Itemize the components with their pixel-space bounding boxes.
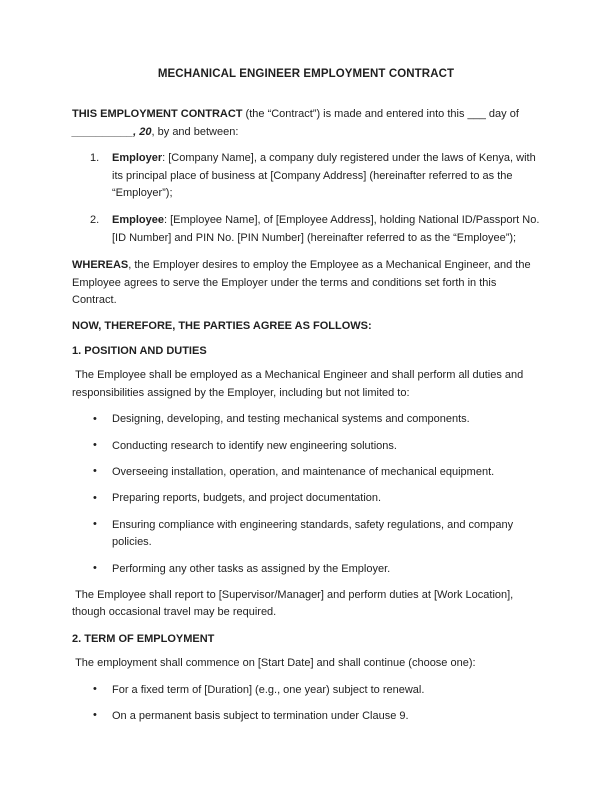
section-term-of-employment — [72, 631, 540, 726]
duties-bullet-list — [72, 411, 540, 578]
list-number: 2. — [90, 214, 100, 227]
bullet-text: Ensuring compliance with engineering standards, safety regulations, and company policies. — [112, 518, 514, 549]
section-heading: 1. POSITION AND DUTIES — [72, 344, 207, 357]
section-intro-paragraph: The employment shall commence on [Start Date] and shall continue (choose one): — [72, 657, 476, 670]
bullet-item — [72, 517, 540, 552]
list-number: 1. — [90, 152, 100, 165]
bullet-text: Designing, developing, and testing mechanical systems and components. — [112, 413, 470, 426]
party-item-employee — [72, 212, 540, 247]
section-position-and-duties — [72, 343, 540, 622]
bullet-icon: • — [93, 518, 97, 531]
intro-paragraph: THIS EMPLOYMENT CONTRACT (the “Contract”) is made and entered into this ___ day of __________, 20, by and between: — [72, 108, 522, 138]
bullet-item — [72, 438, 540, 455]
bullet-icon: • — [93, 439, 97, 451]
whereas-paragraph: WHEREAS, the Employer desires to employ the Employee as a Mechanical Engineer, and the Employee agrees to serve the Employer under the terms and conditions set forth in this Contract. — [72, 259, 534, 307]
party-employer-text: Employer: [Company Name], a company duly registered under the laws of Kenya, with its principal place of business at [Company Address] (hereinafter referred to as the “Employer”); — [112, 152, 536, 200]
party-item-employer — [72, 150, 540, 202]
bullet-text: Conducting research to identify new engineering solutions. — [112, 439, 397, 452]
bullet-item — [72, 464, 540, 481]
bullet-item — [72, 490, 540, 507]
parties-list — [72, 150, 540, 247]
bullet-text: Performing any other tasks as assigned by the Employer. — [112, 562, 391, 575]
section-closing-paragraph: The Employee shall report to [Supervisor/Manager] and perform duties at [Work Location], though occasional travel may be required. — [72, 588, 517, 619]
bullet-icon: • — [93, 709, 97, 722]
bullet-item — [72, 411, 540, 428]
bullet-text: On a permanent basis subject to termination under Clause 9. — [112, 709, 409, 722]
bullet-item — [72, 561, 540, 578]
agreement-heading: NOW, THEREFORE, THE PARTIES AGREE AS FOLLOWS: — [72, 320, 372, 333]
bullet-icon: • — [93, 465, 97, 478]
bullet-icon: • — [93, 562, 97, 575]
bullet-text: Preparing reports, budgets, and project documentation. — [112, 492, 382, 505]
section-intro-paragraph: The Employee shall be employed as a Mechanical Engineer and shall perform all duties and responsibilities assigned by the Employer, including but not limited to: — [72, 369, 527, 399]
section-heading: 2. TERM OF EMPLOYMENT — [72, 632, 215, 645]
bullet-item — [72, 708, 540, 725]
bullet-text: Overseeing installation, operation, and maintenance of mechanical equipment. — [112, 465, 495, 478]
party-employee-text: Employee: [Employee Name], of [Employee Address], holding National ID/Passport No. [ID Number] and PIN No. [PIN Number] (hereinafter referred to as the “Employee”); — [112, 214, 540, 244]
bullet-icon: • — [93, 491, 97, 504]
bullet-item — [72, 682, 540, 699]
bullet-icon: • — [93, 683, 97, 696]
document-title: MECHANICAL ENGINEER EMPLOYMENT CONTRACT — [157, 68, 455, 80]
bullet-text: For a fixed term of [Duration] (e.g., one year) subject to renewal. — [112, 683, 425, 696]
term-bullet-list — [72, 682, 540, 726]
bullet-icon: • — [93, 412, 97, 425]
